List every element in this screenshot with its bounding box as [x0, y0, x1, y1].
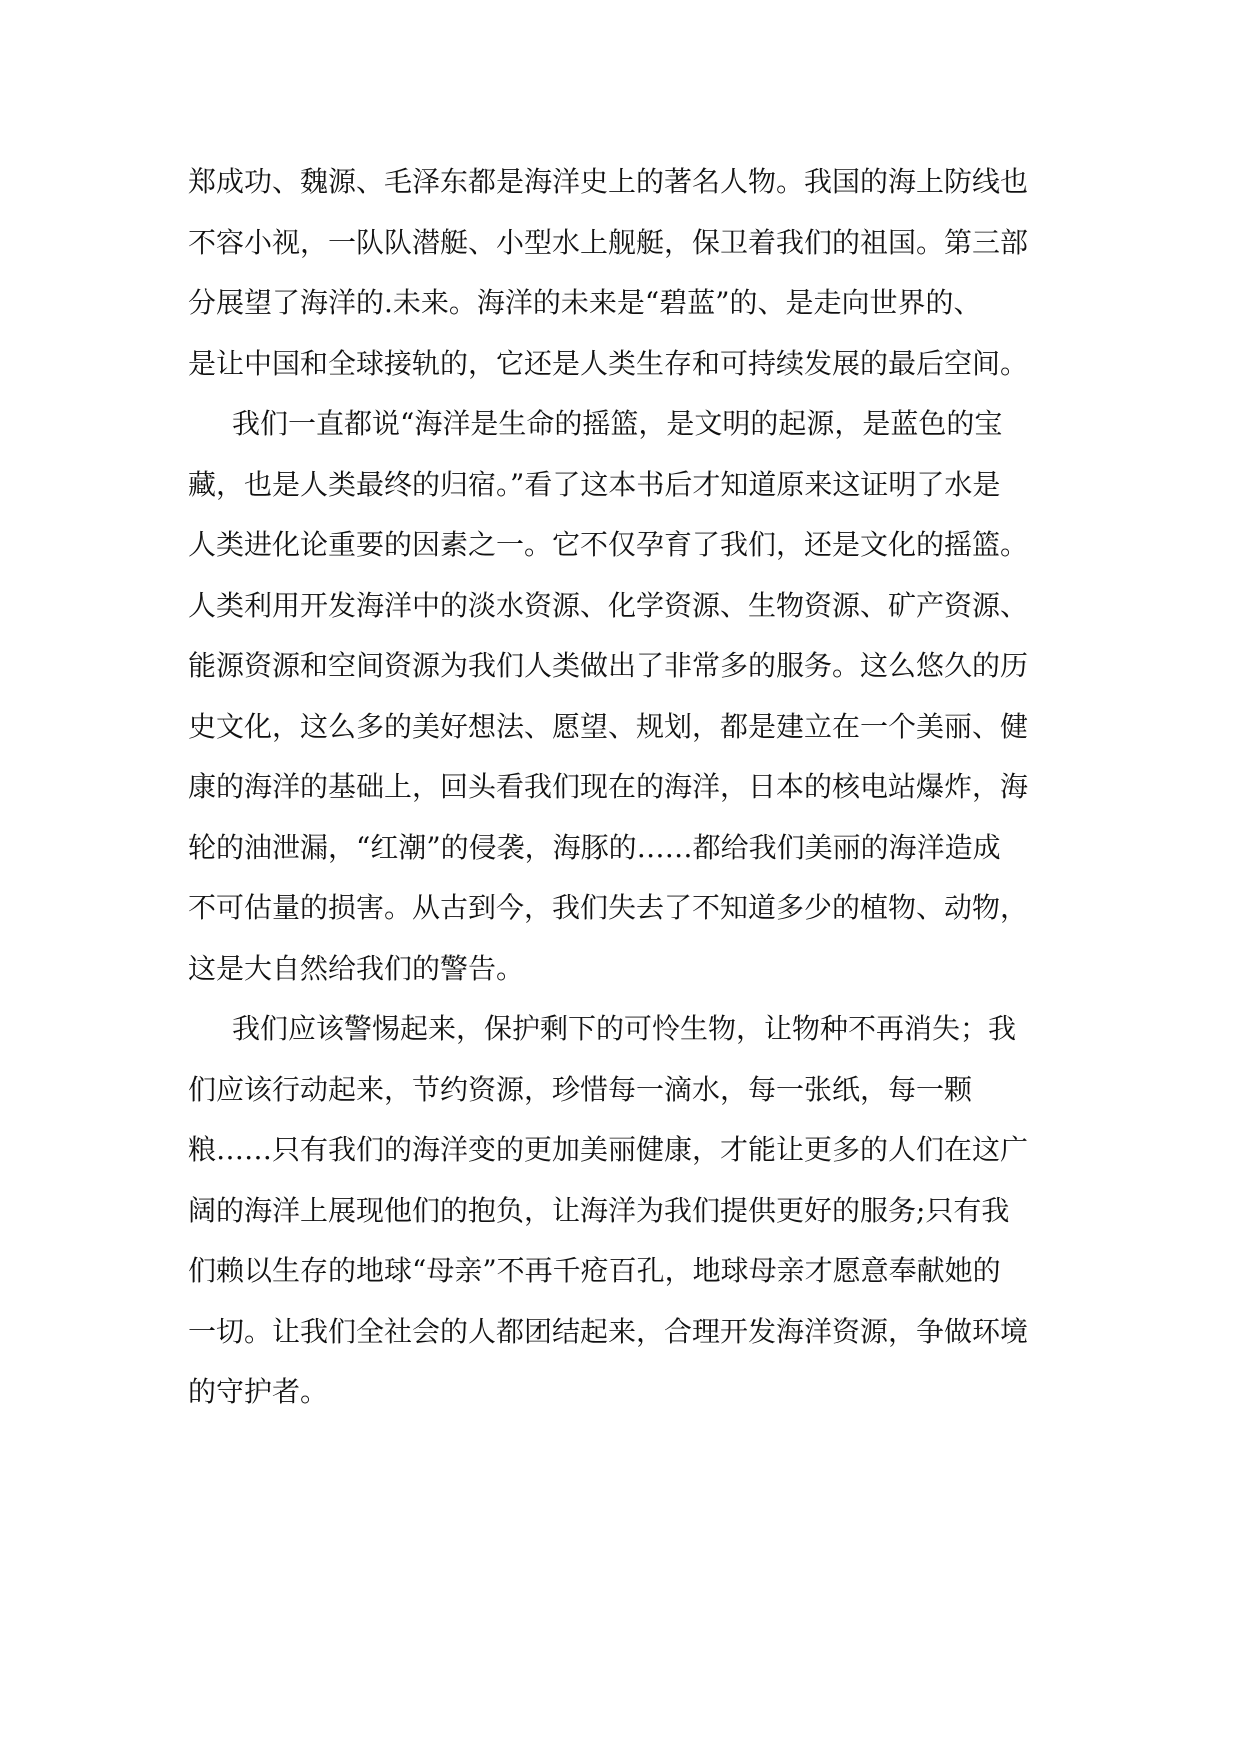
text-line: 能源资源和空间资源为我们人类做出了非常多的服务。这么悠久的历 — [188, 649, 1029, 682]
text-line: 史文化，这么多的美好想法、愿望、规划，都是建立在一个美丽、健 — [188, 709, 1029, 743]
text-line: 人类利用开发海洋中的淡水资源、化学资源、生物资源、矿产资源、 — [188, 588, 1029, 622]
text-line: 分展望了海洋的.未来。海洋的未来是“碧蓝”的、是走向世界的、 — [188, 286, 982, 319]
text-line: 人类进化论重要的因素之一。它不仅孕育了我们，还是文化的摇篮。 — [188, 528, 1029, 561]
text-line: 们赖以生存的地球“母亲”不再千疮百孔，地球母亲才愿意奉献她的 — [188, 1254, 1001, 1287]
text-line: 的守护者。 — [188, 1375, 329, 1408]
text-line: 我们应该警惕起来，保护剩下的可怜生物，让物种不再消失；我 — [232, 1012, 1017, 1045]
text-line: 康的海洋的基础上，回头看我们现在的海洋，日本的核电站爆炸，海 — [188, 770, 1029, 803]
text-line: 郑成功、魏源、毛泽东都是海洋史上的著名人物。我国的海上防线也 — [188, 165, 1029, 198]
text-line: 不可估量的损害。从古到今，我们失去了不知道多少的植物、动物， — [188, 891, 1029, 924]
text-line: 们应该行动起来，节约资源，珍惜每一滴水，每一张纸，每一颗 — [188, 1072, 973, 1106]
text-line: 这是大自然给我们的警告。 — [188, 951, 525, 985]
text-line: 阔的海洋上展现他们的抱负，让海洋为我们提供更好的服务;只有我 — [188, 1193, 1010, 1227]
text-line: 藏，也是人类最终的归宿。”看了这本书后才知道原来这证明了水是 — [188, 467, 1001, 501]
text-line: 轮的油泄漏，“红潮”的侵袭，海豚的……都给我们美丽的海洋造成 — [188, 830, 1001, 864]
text-line: 我们一直都说“海洋是生命的摇篮，是文明的起源，是蓝色的宝 — [232, 407, 1003, 440]
text-line: 一切。让我们全社会的人都团结起来，合理开发海洋资源，争做环境 — [188, 1314, 1029, 1348]
text-line: 粮……只有我们的海洋变的更加美丽健康，才能让更多的人们在这广 — [188, 1133, 1029, 1166]
body-text — [188, 152, 1052, 1423]
text-line: 不容小视，一队队潜艇、小型水上舰艇，保卫着我们的祖国。第三部 — [188, 225, 1029, 259]
text-line: 是让中国和全球接轨的，它还是人类生存和可持续发展的最后空间。 — [188, 346, 1029, 380]
